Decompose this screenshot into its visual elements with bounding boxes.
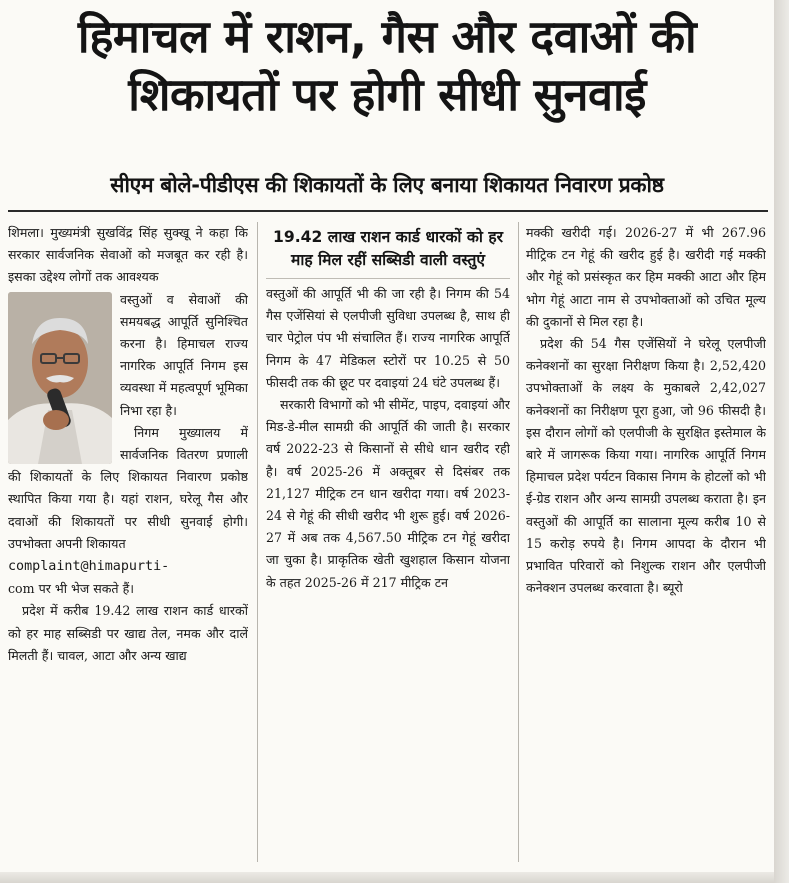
next-article-edge (0, 872, 774, 883)
article-column-1 (8, 222, 248, 872)
article-column-2 (266, 222, 510, 872)
byline: ब्यूरो (662, 580, 683, 596)
portrait-illustration (8, 292, 112, 464)
column-divider (257, 222, 258, 862)
complaint-email-link[interactable]: complaint@himapurti- (8, 559, 170, 575)
body-paragraph-email-end: com पर भी भेज सकते हैं। (8, 581, 135, 597)
lead-paragraph: शिमला। मुख्यमंत्री सुखविंद्र सिंह सुक्खू ने कहा कि सरकार सार्वजनिक सेवाओं को मजबूत कर रही है। इसका उद्देश्य लोगों तक आवश्यक (8, 225, 248, 285)
body-paragraph: सरकारी विभागों को भी सीमेंट, पाइप, दवाइयां और मिड-डे-मील सामग्री की आपूर्ति की जाती है। सरकार वर्ष 2022-23 से किसानों से सीधे धान खरीद रही है। वर्ष 2025-26 में अक्तूबर से दिसंबर तक 21,127 मीट्रिक टन धान खरीदा गया। वर्ष 2023-24 से गेहूं की सीधी खरीद भी शुरू हुई। वर्ष 2026-27 में अब तक 4,567.50 मीट्रिक टन गेहूं खरीदा जा चुका है। प्राकृतिक खेती खुशहाल किसान योजना के तहत 2025-26 में 217 मीट्रिक टन (266, 397, 510, 590)
column-divider (518, 222, 519, 862)
body-paragraph: वस्तुओं की आपूर्ति भी की जा रही है। निगम की 54 गैस एजेंसियां से एलपीजी सुविधा उपलब्ध है, साथ ही चार पेट्रोल पंप भी संचालित हैं। राज्य नागरिक आपूर्ति निगम के 47 मेडिकल स्टोरों पर 10.25 से 50 फीसदी तक की छूट पर दवाइयां 24 घंटे उपलब्ध हैं। (266, 286, 510, 390)
headline: हिमाचल में राशन, गैस और दवाओं की शिकायतों पर होगी सीधी सुनवाई (77, 10, 697, 121)
page-edge (774, 0, 789, 883)
body-paragraph: प्रदेश की 54 गैस एजेंसियों ने घरेलू एलपीजी कनेक्शनों का सुरक्षा निरीक्षण किया है। 2,52,420 उपभोक्ताओं के लक्ष्य के मुकाबले 2,42,027 कनेक्शनों का निरीक्षण पूरा हुआ, जो 96 फीसदी है। इस दौरान लोगों को एलपीजी के सुरक्षित इस्तेमाल के बारे में जागरूक किया गया। नागरिक आपूर्ति निगम हिमाचल प्रदेश पर्यटन विकास निगम के होटलों को भी ई-ग्रेड राशन और अन्य सामग्री उपलब्ध कराता है। इन वस्तुओं की आपूर्ति का सालाना मूल्य करीब 10 से 15 करोड़ रुपये है। निगम आपदा के दौरान भी प्रभावित परिवारों को निशुल्क राशन और एलपीजी कनेक्शन उपलब्ध करवाता है। (526, 336, 766, 596)
body-paragraph: मक्की खरीदी गई। 2026-27 में भी 267.96 मीट्रिक टन गेहूं की खरीद हुई है। खरीदी गई मक्की और गेहूं को प्रसंस्कृत कर हिम मक्की आटा और हिम भोग गेहूं आटा नाम से उपभोक्ताओं को उचित मूल्य की दुकानों से मिल रहा है। (526, 225, 766, 329)
subheadline: सीएम बोले-पीडीएस की शिकायतों के लिए बनाया शिकायत निवारण प्रकोष्ठ (110, 173, 664, 197)
body-paragraph: प्रदेश में करीब 19.42 लाख राशन कार्ड धारकों को हर माह सब्सिडी पर खाद्य तेल, नमक और दालें मिलती हैं। चावल, आटा और अन्य खाद्य (8, 603, 248, 663)
header-divider (8, 210, 768, 212)
body-paragraph: निगम मुख्यालय में सार्वजनिक वितरण प्रणाली की शिकायतों के लिए शिकायत निवारण प्रकोष्ठ स्थापित किया गया है। यहां राशन, घरेलू गैस और दवाओं की शिकायतों पर सीधी सुनवाई होगी। उपभोक्ता अपनी शिकायत (8, 424, 248, 551)
highlight-box-title: 19.42 लाख राशन कार्ड धारकों को हर माह मिल रहीं सब्सिडी वाली वस्तुएं (266, 222, 510, 279)
lead-paragraph-continued: वस्तुओं व सेवाओं की समयबद्ध आपूर्ति सुनिश्चित करना है। हिमाचल राज्य नागरिक आपूर्ति निगम इस व्यवस्था में महत्वपूर्ण भूमिका निभा रहा है। (120, 291, 248, 418)
article-column-3 (526, 222, 766, 872)
portrait-photo-icon (8, 292, 112, 464)
